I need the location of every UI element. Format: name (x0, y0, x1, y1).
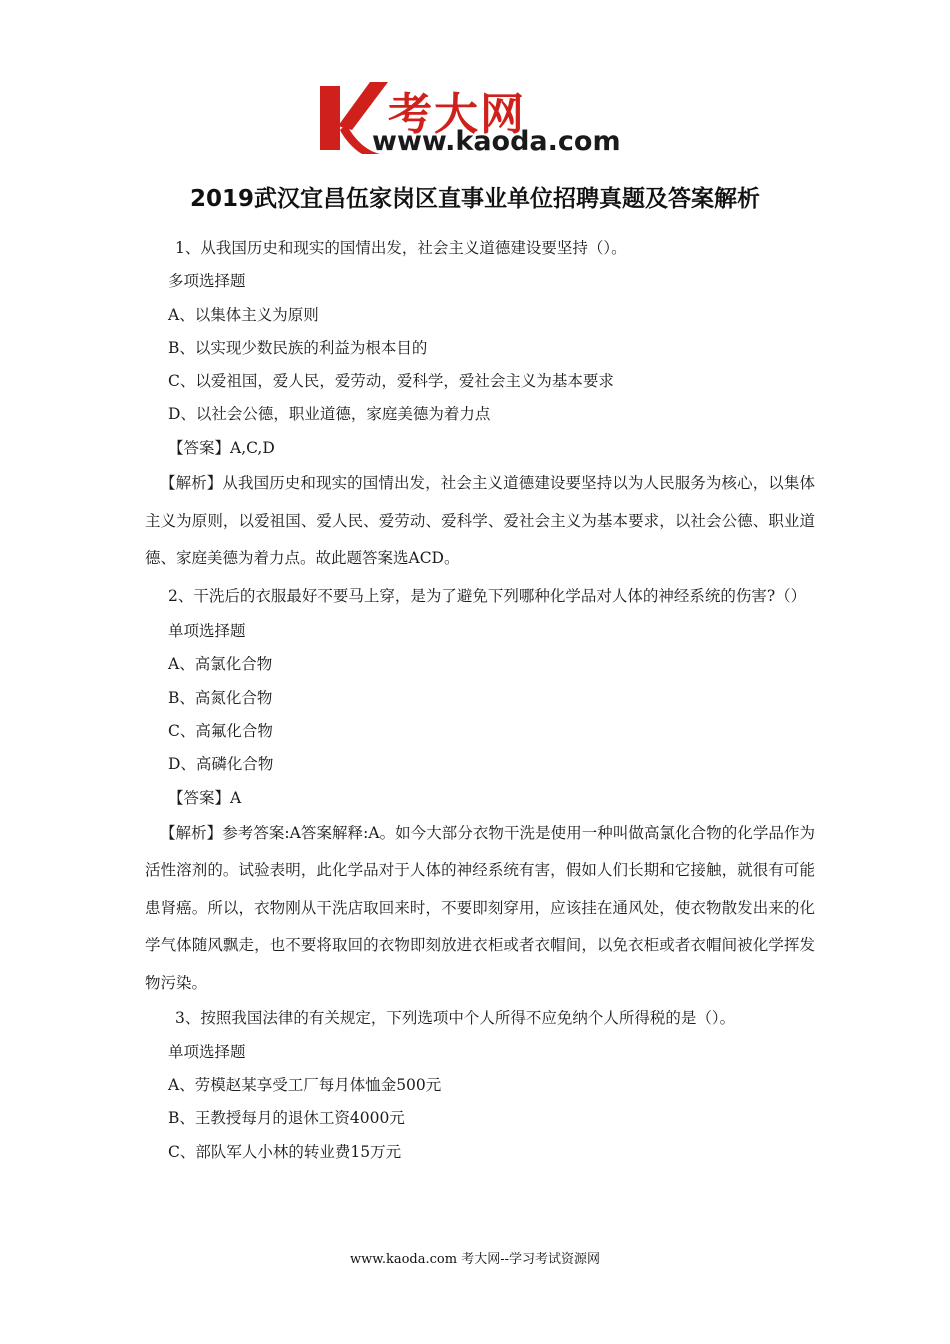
question-content (145, 232, 815, 1169)
q2-analysis: 【解析】参考答案:A答案解释:A。如今大部分衣物干洗是使用一种叫做高氯化合物的化学品作为活性溶剂的。试验表明，此化学品对于人体的神经系统有害，假如人们长期和它接触，就很有可能患肾癌。所以，衣物刚从干洗店取回来时，不要即刻穿用，应该挂在通风处，使衣物散发出来的化学气体随风飘走，也不要将取回的衣物即刻放进衣柜或者衣帽间，以免衣柜或者衣帽间被化学挥发物污染。 (145, 823, 815, 992)
q2-option-c: C、高氟化合物 (168, 721, 273, 740)
q3-option-c: C、部队军人小林的转业费15万元 (168, 1142, 402, 1161)
q2-type: 单项选择题 (168, 622, 246, 641)
kaoda-logo (318, 78, 638, 168)
q2-answer: 【答案】A (168, 788, 242, 807)
q1-option-b: B、以实现少数民族的利益为根本目的 (168, 338, 428, 357)
q2-option-b: B、高氮化合物 (168, 688, 273, 707)
q1-type: 多项选择题 (168, 272, 246, 291)
q3-option-a: A、劳模赵某享受工厂每月体恤金500元 (168, 1075, 442, 1094)
q2-stem: 2、干洗后的衣服最好不要马上穿，是为了避免下列哪种化学品对人体的神经系统的伤害?（） (168, 586, 807, 605)
q1-option-c: C、以爱祖国，爱人民，爱劳动，爱科学，爱社会主义为基本要求 (168, 372, 614, 391)
logo-brand-url: www.kaoda.com (372, 126, 621, 157)
q1-option-d: D、以社会公德，职业道德，家庭美德为着力点 (168, 405, 491, 424)
page-title: 2019武汉宜昌伍家岗区直事业单位招聘真题及答案解析 (189, 186, 760, 212)
q2-option-d: D、高磷化合物 (168, 755, 274, 774)
q1-option-a: A、以集体主义为原则 (168, 305, 319, 324)
q1-answer: 【答案】A,C,D (168, 438, 275, 457)
q3-option-b: B、王教授每月的退休工资4000元 (168, 1109, 405, 1128)
logo-brand-cn: 考大网 (388, 89, 526, 140)
q3-type: 单项选择题 (168, 1042, 246, 1061)
page-footer: www.kaoda.com 考大网--学习考试资源网 (350, 1252, 600, 1267)
q3-stem: 3、按照我国法律的有关规定，下列选项中个人所得不应免纳个人所得税的是（）。 (175, 1009, 736, 1028)
q1-stem: 1、从我国历史和现实的国情出发，社会主义道德建设要坚持（）。 (175, 239, 627, 257)
q1-analysis: 【解析】从我国历史和现实的国情出发，社会主义道德建设要坚持以为人民服务为核心，以集体主义为原则，以爱祖国、爱人民、爱劳动、爱科学、爱社会主义为基本要求，以社会公德、职业道德、家庭美德为着力点。故此题答案选ACD。 (145, 474, 815, 568)
q2-option-a: A、高氯化合物 (168, 655, 273, 674)
